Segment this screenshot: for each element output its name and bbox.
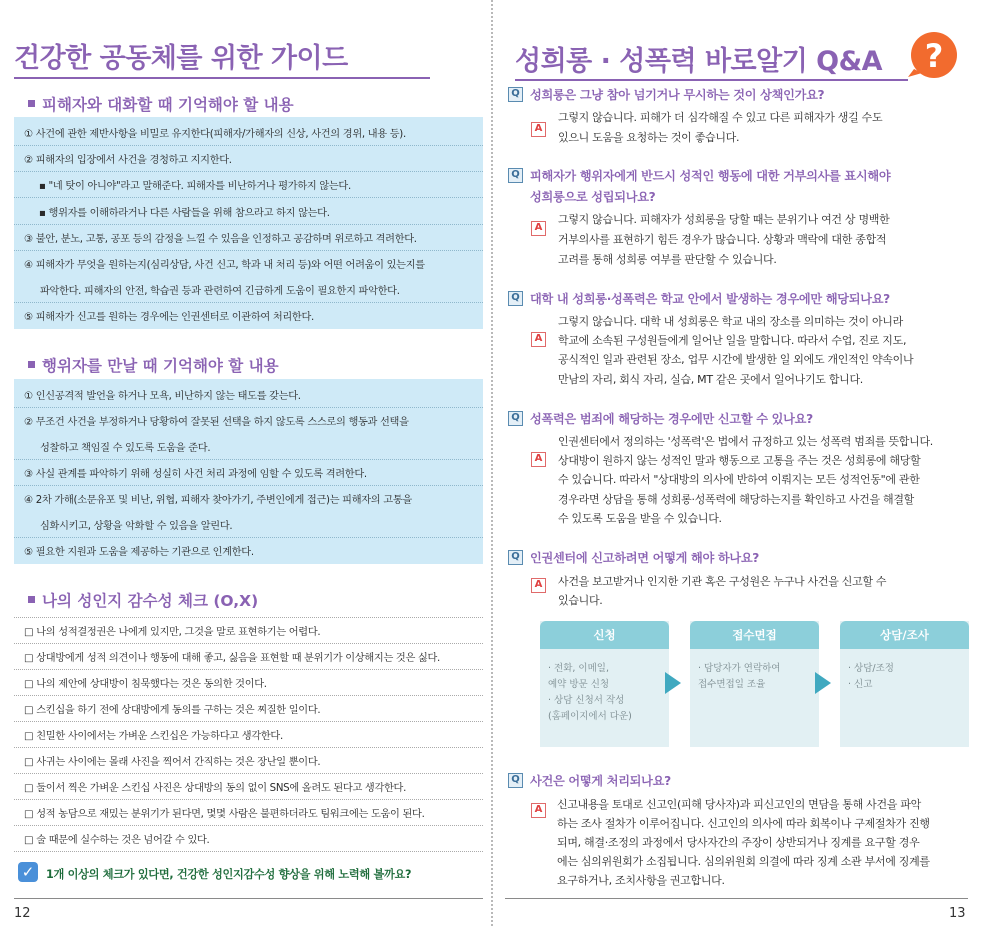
flow-step-counsel <box>840 621 969 747</box>
row-divider <box>14 407 483 408</box>
checklist-item[interactable]: □ 성적 농담으로 재밌는 분위기가 된다면, 몇몇 사람은 불편하더라도 팀워크에는 도움이 된다. <box>24 809 425 820</box>
section-title-checklist <box>28 589 258 611</box>
list-item: ③ 사실 관계를 파악하기 위해 성실히 사건 처리 과정에 임할 수 있도록 격려한다. <box>24 469 367 480</box>
row-divider <box>14 747 483 748</box>
footer-rule-right <box>505 898 968 899</box>
row-divider <box>14 197 483 198</box>
question-icon: Q <box>508 550 523 565</box>
qa-answer-line: 있습니다. <box>558 594 603 607</box>
checklist-item[interactable]: □ 나의 성적결정권은 나에게 있지만, 그것을 말로 표현하기는 어렵다. <box>24 627 321 638</box>
page-number-left: 12 <box>14 906 31 921</box>
row-divider <box>14 537 483 538</box>
row-divider <box>14 799 483 800</box>
flow-step-body <box>698 661 780 693</box>
flow-step-title: 접수면접 <box>690 621 819 649</box>
qa-question: 인권센터에 신고하려면 어떻게 해야 하나요? <box>530 551 760 565</box>
list-item: ① 사건에 관한 제반사항을 비밀로 유지한다(피해자/가해자의 신상, 사건의 경위, 내용 등). <box>24 129 406 140</box>
title-underline-right <box>515 79 908 81</box>
qa-answer-line: 만남의 자리, 회식 자리, 실습, MT 같은 곳에서 일어나기도 합니다. <box>558 373 863 386</box>
square-bullet-icon <box>28 100 35 107</box>
qa-answer-line: 공식적인 일과 관련된 장소, 업무 시간에 발생한 일 외에도 개인적인 약속이나 <box>558 353 914 366</box>
answer-icon: A <box>531 578 546 593</box>
section-title-text: 행위자를 만날 때 기억해야 할 내용 <box>42 357 279 375</box>
flow-step-intake <box>690 621 819 747</box>
section-title-text: 피해자와 대화할 때 기억해야 할 내용 <box>42 96 294 114</box>
checklist-item[interactable]: □ 술 때문에 실수하는 것은 넘어갈 수 있다. <box>24 835 210 846</box>
row-divider <box>14 695 483 696</box>
qa-answer-line: 하는 조사 절차가 이루어집니다. 신고인의 의사에 따라 회복이나 구제절차가 진행 <box>557 817 930 830</box>
list-item: ② 무조건 사건을 부정하거나 당황하여 잘못된 선택을 하지 않도록 스스로의 행동과 선택을 <box>24 417 409 428</box>
qa-question: 성폭력은 범죄에 해당하는 경우에만 신고할 수 있나요? <box>530 412 813 426</box>
page-title-right: 성희롱 · 성폭력 바로알기 Q&A <box>515 46 883 77</box>
row-divider <box>14 145 483 146</box>
offender-guide-box <box>14 379 483 564</box>
qa-answer-line: 수 있습니다. 따라서 "상대방의 의사에 반하여 이뤄지는 모든 성적언동"에 관한 <box>558 473 920 486</box>
list-item: 성찰하고 책임질 수 있도록 도움을 준다. <box>40 443 211 454</box>
list-item: ④ 피해자가 무엇을 원하는지(심리상담, 사건 신고, 학과 내 처리 등)와 어떤 어려움이 있는지를 <box>24 260 425 271</box>
row-divider <box>14 721 483 722</box>
list-item: ② 피해자의 입장에서 사건을 경청하고 지지한다. <box>24 155 232 166</box>
flow-step-body <box>548 661 632 725</box>
list-item: 심화시키고, 상황을 악화할 수 있음을 알린다. <box>40 521 233 532</box>
question-icon: Q <box>508 773 523 788</box>
flow-step-line: 예약 방문 신청 <box>548 679 610 690</box>
question-icon: Q <box>508 291 523 306</box>
qa-question: 대학 내 성희롱·성폭력은 학교 안에서 발생하는 경우에만 해당되나요? <box>530 292 890 306</box>
qa-answer-line: 그렇지 않습니다. 피해자가 성희롱을 당할 때는 분위기나 여건 상 명백한 <box>558 213 890 226</box>
row-divider <box>14 643 483 644</box>
qa-answer-line: 있으니 도움을 요청하는 것이 좋습니다. <box>558 131 740 144</box>
list-item: ① 인신공격적 발언을 하거나 모욕, 비난하지 않는 태도를 갖는다. <box>24 391 301 402</box>
section-title-victim <box>28 93 294 115</box>
page-number-right: 13 <box>949 906 966 921</box>
row-divider <box>14 250 483 251</box>
row-divider <box>14 302 483 303</box>
checklist-item[interactable]: □ 스킨십을 하기 전에 상대방에게 동의를 구하는 것은 찌질한 일이다. <box>24 705 321 716</box>
row-divider <box>14 669 483 670</box>
answer-icon: A <box>531 452 546 467</box>
qa-answer-line: 학교에 소속된 구성원들에게 일어난 일을 말합니다. 따라서 수업, 진로 지도, <box>558 334 907 347</box>
list-item: ⑤ 필요한 지원과 도움을 제공하는 기관으로 인계한다. <box>24 547 254 558</box>
flow-step-line: · 상담/조정 <box>848 663 894 674</box>
qa-answer-line: 거부의사를 표현하기 힘든 경우가 많습니다. 상황과 맥락에 대한 종합적 <box>558 233 887 246</box>
checklist-item[interactable]: □ 사귀는 사이에는 몰래 사진을 찍어서 간직하는 것은 장난일 뿐이다. <box>24 757 321 768</box>
qa-answer-line: 수 있도록 도움을 받을 수 있습니다. <box>558 512 722 525</box>
list-item: ▪ 행위자를 이해하라거나 다른 사람들을 위해 참으라고 하지 않는다. <box>39 208 330 219</box>
square-bullet-icon <box>28 596 35 603</box>
checkbox-checked-icon: ✓ <box>18 862 38 882</box>
row-divider <box>14 485 483 486</box>
qa-question: 사건은 어떻게 처리되나요? <box>530 774 671 788</box>
flow-step-line: · 신고 <box>848 679 873 690</box>
row-divider <box>14 171 483 172</box>
qa-answer-line: 상대방이 원하지 않는 성적인 말과 행동으로 고통을 주는 것은 성희롱에 해당할 <box>558 454 921 467</box>
qa-answer-line: 되며, 해결·조정의 과정에서 당사자간의 주장이 상반되거나 징계를 요구할 경우 <box>557 836 920 849</box>
qa-answer-line: 신고내용을 토대로 신고인(피해 당사자)과 피신고인의 면담을 통해 사건을 파악 <box>557 798 921 811</box>
section-title-offender <box>28 354 279 376</box>
qa-answer-line: 사건을 보고받거나 인지한 기관 혹은 구성원은 누구나 사건을 신고할 수 <box>558 575 887 588</box>
list-item: ④ 2차 가해(소문유포 및 비난, 위협, 피해자 찾아가기, 주변인에게 접근)는 피해자의 고통을 <box>24 495 412 506</box>
title-underline-left <box>14 77 430 79</box>
qa-question: 성희롱은 그냥 참아 넘기거나 무시하는 것이 상책인가요? <box>530 88 825 102</box>
question-icon: Q <box>508 87 523 102</box>
question-mark-icon <box>906 31 958 79</box>
answer-icon: A <box>531 221 546 236</box>
list-item: ③ 불안, 분노, 고통, 공포 등의 감정을 느낄 수 있음을 인정하고 공감하며 위로하고 격려한다. <box>24 234 417 245</box>
answer-icon: A <box>531 803 546 818</box>
flow-step-line: · 전화, 이메일, <box>548 663 609 674</box>
flow-step-title: 신청 <box>540 621 669 649</box>
list-item: ▪ "네 탓이 아니야"라고 말해준다. 피해자를 비난하거나 평가하지 않는다. <box>39 181 351 192</box>
question-icon: Q <box>508 168 523 183</box>
page-divider <box>491 0 493 926</box>
answer-icon: A <box>531 122 546 137</box>
qa-answer-line: 고려를 통해 성희롱 여부를 판단할 수 있습니다. <box>558 253 777 266</box>
flow-step-body <box>848 661 894 693</box>
section-title-text: 나의 성인지 감수성 체크 (O,X) <box>42 592 259 610</box>
list-item: ⑤ 피해자가 신고를 원하는 경우에는 인권센터로 이관하여 처리한다. <box>24 312 314 323</box>
qa-question: 성희롱으로 성립되나요? <box>530 190 656 204</box>
footer-rule-left <box>14 898 483 899</box>
list-item: 파악한다. 피해자의 안전, 학습권 등과 관련하여 긴급하게 도움이 필요한지 파악한다. <box>40 286 400 297</box>
flow-step-apply <box>540 621 669 747</box>
qa-answer-line: 그렇지 않습니다. 대학 내 성희롱은 학교 내의 장소를 의미하는 것이 아니라 <box>558 315 903 328</box>
page-title-left: 건강한 공동체를 위한 가이드 <box>14 43 348 74</box>
row-divider <box>14 851 483 852</box>
row-divider <box>14 459 483 460</box>
checklist-item[interactable]: □ 친밀한 사이에서는 가벼운 스킨십은 가능하다고 생각한다. <box>24 731 283 742</box>
qa-answer-line: 그렇지 않습니다. 피해가 더 심각해질 수 있고 다른 피해자가 생길 수도 <box>558 111 883 124</box>
checklist-item[interactable]: □ 상대방에게 성적 의견이나 행동에 대해 좋고, 싫음을 표현할 때 분위기가 이상해지는 것은 싫다. <box>24 653 440 664</box>
row-divider <box>14 617 483 618</box>
row-divider <box>14 773 483 774</box>
arrow-right-icon <box>665 672 681 694</box>
checklist-footer-note: 1개 이상의 체크가 있다면, 건강한 성인지감수성 향상을 위해 노력해 볼까요? <box>46 868 412 881</box>
answer-icon: A <box>531 332 546 347</box>
qa-answer-line: 경우라면 상담을 통해 성희롱·성폭력에 해당하는지를 확인하고 사건을 해결할 <box>558 493 915 506</box>
square-bullet-icon <box>28 361 35 368</box>
flow-step-title: 상담/조사 <box>840 621 969 649</box>
checklist-item[interactable]: □ 둘이서 찍은 가벼운 스킨십 사진은 상대방의 동의 없이 SNS에 올려도 된다고 생각한다. <box>24 783 407 794</box>
arrow-right-icon <box>815 672 831 694</box>
qa-question: 피해자가 행위자에게 반드시 성적인 행동에 대한 거부의사를 표시해야 <box>530 169 891 183</box>
victim-guide-box <box>14 117 483 329</box>
qa-answer-line: 인권센터에서 정의하는 '성폭력'은 법에서 규정하고 있는 성폭력 범죄를 뜻합니다. <box>558 435 933 448</box>
flow-step-line: · 상담 신청서 작성 <box>548 695 625 706</box>
row-divider <box>14 825 483 826</box>
flow-step-line: (홈페이지에서 다운) <box>548 711 632 722</box>
flow-step-line: · 담당자가 연락하여 <box>698 663 781 674</box>
checklist-item[interactable]: □ 나의 제안에 상대방이 침묵했다는 것은 동의한 것이다. <box>24 679 267 690</box>
qa-answer-line: 에는 심의위원회가 소집됩니다. 심의위원회 의결에 따라 징계 소관 부서에 징계를 <box>557 855 930 868</box>
flow-step-line: 접수면접일 조율 <box>698 679 766 690</box>
qa-answer-line: 요구하거나, 조치사항을 권고합니다. <box>557 874 725 887</box>
svg-text:?: ? <box>924 37 944 75</box>
row-divider <box>14 224 483 225</box>
question-icon: Q <box>508 411 523 426</box>
